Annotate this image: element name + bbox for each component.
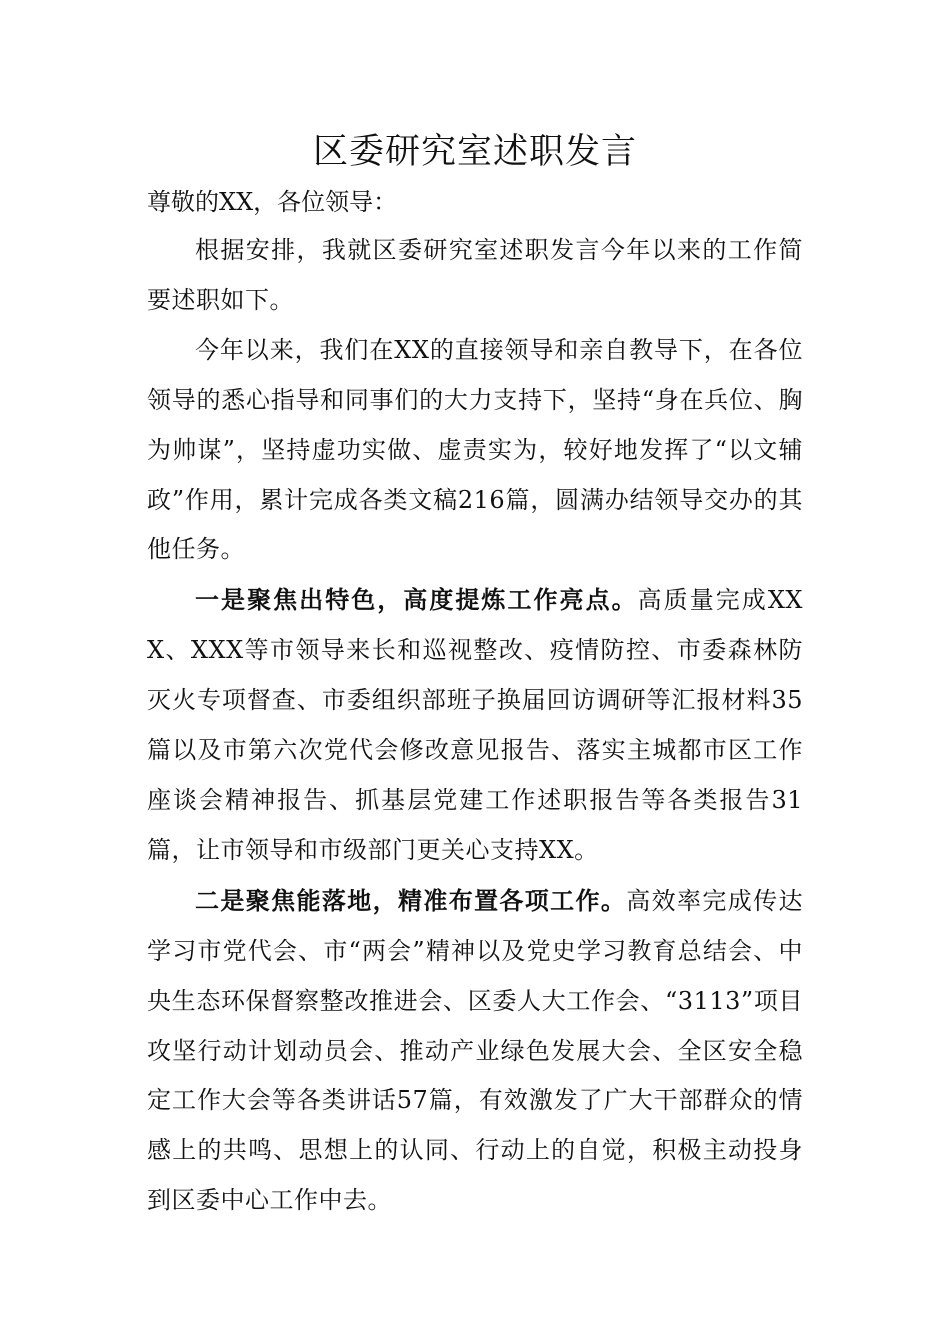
paragraph-point-one (147, 575, 803, 875)
paragraph-text: 高效率完成传达学习市党代会、市“两会”精神以及党史学习教育总结会、中央生态环保督察整改推进会、区委人大工作会、“3113”项目攻坚行动计划动员会、推动产业绿色发展大会、全区安全稳定工作大会等各类讲话57篇，有效激发了广大干部群众的情感上的共鸣、思想上的认同、行动上的自觉，积极主动投身到区委中心工作中去。 (147, 886, 803, 1215)
paragraph-intro (147, 226, 803, 326)
paragraph-lead: 二是聚焦能落地，精准布置各项工作。 (195, 885, 627, 915)
document-body (147, 226, 803, 1226)
salutation: 尊敬的XX，各位领导： (147, 188, 398, 216)
paragraph-lead: 一是聚焦出特色，高度提炼工作亮点。 (195, 585, 638, 615)
paragraph-text: 今年以来，我们在XX的直接领导和亲自教导下，在各位领导的悉心指导和同事们的大力支持下，坚持“身在兵位、胸为帅谋”，坚持虚功实做、虚责实为，较好地发挥了“以文辅政”作用，累计完成各类文稿216篇，圆满办结领导交办的其他任务。 (147, 335, 803, 564)
paragraph-text: 高质量完成XXX、XXX等市领导来长和巡视整改、疫情防控、市委森林防灭火专项督查、市委组织部班子换届回访调研等汇报材料35篇以及市第六次党代会修改意见报告、落实主城都市区工作座谈会精神报告、抓基层党建工作述职报告等各类报告31篇，让市领导和市级部门更关心支持XX。 (147, 586, 804, 864)
paragraph-point-two (147, 876, 803, 1226)
paragraph-summary (147, 326, 803, 576)
document-title: 区委研究室述职发言 (312, 132, 637, 172)
paragraph-text: 根据安排，我就区委研究室述职发言今年以来的工作简要述职如下。 (147, 236, 803, 314)
